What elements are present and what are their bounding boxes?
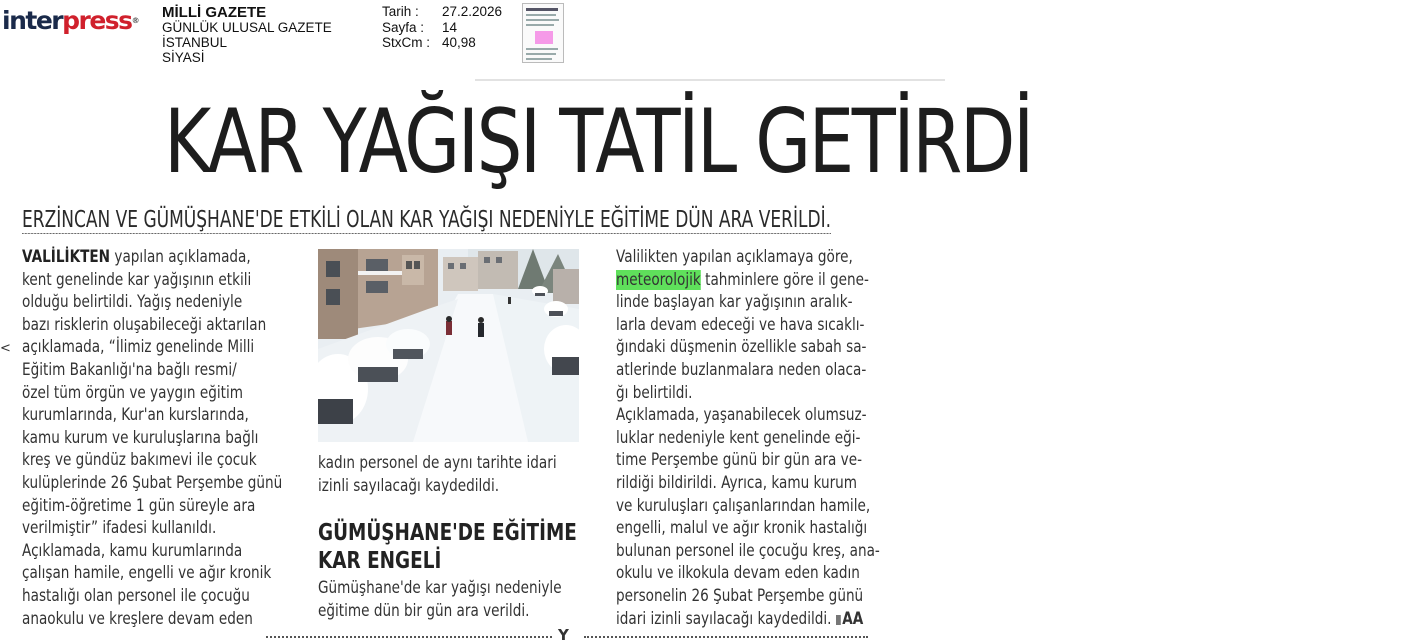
newspaper-section: SİYASİ xyxy=(162,50,205,65)
article-column-2-top xyxy=(318,452,588,497)
newspaper-name: MİLLİ GAZETE xyxy=(162,4,267,21)
newspaper-info xyxy=(162,5,332,65)
article-headline: KAR YAĞIŞI TATİL GETİRDİ xyxy=(164,90,1032,193)
dotted-divider xyxy=(584,636,868,638)
date-label: Tarih : xyxy=(382,4,419,19)
column-line: Açıklamada, yaşanabilecek olumsuz- xyxy=(616,405,867,426)
column-line: kreş ve gündüz bakımevi ile çocuk xyxy=(22,450,257,471)
highlighted-keyword: meteorolojik xyxy=(616,269,701,290)
column-line: anaokulu ve kreşlere devam eden xyxy=(22,608,253,629)
column-line: atlerinde buzlanmalara neden olaca- xyxy=(616,359,867,380)
snowy-street-photo xyxy=(318,249,579,442)
thumb-line xyxy=(526,58,552,60)
column-line: Valilikten yapılan açıklamaya göre, xyxy=(616,247,853,267)
newspaper-city: İSTANBUL xyxy=(162,35,228,50)
column-line: Açıklamada, kamu kurumlarında xyxy=(22,540,243,561)
date-value: 27.2.2026 xyxy=(442,4,503,19)
column-line: bazı risklerin oluşabileceği aktarılan xyxy=(22,314,267,335)
thumb-line xyxy=(526,14,556,16)
section-title xyxy=(318,519,598,575)
column-line: kamu kurum ve kuruluşlarına bağlı xyxy=(22,427,259,448)
column-line: ğı belirtildi. xyxy=(616,382,693,403)
subheadline-text: ERZİNCAN VE GÜMÜŞHANE'DE ETKİLİ OLAN KAR YAĞIŞI NEDENİYLE EĞİTİME DÜN ARA VERİLDİ. xyxy=(22,207,832,233)
column-line: Gümüşhane'de kar yağışı nedeniyle xyxy=(318,578,562,598)
section-title-line: KAR ENGELİ xyxy=(318,548,442,574)
article-column-2-bottom xyxy=(318,577,588,622)
thumb-line xyxy=(526,48,558,50)
newspaper-type: GÜNLÜK ULUSAL GAZETE xyxy=(162,20,332,35)
column-line: VALİLİKTEN yapılan açıklamada, xyxy=(22,247,251,267)
dotted-divider xyxy=(266,636,552,638)
column-line: luklar nedeniyle kent genelinde eği- xyxy=(616,427,861,448)
column-line: açıklamada, “İlimiz genelinde Milli xyxy=(22,337,255,358)
side-mark: < xyxy=(0,341,11,356)
agency-name: AA xyxy=(842,608,864,629)
column-line: bulunan personel ile çocuğu kreş, ana- xyxy=(616,540,880,561)
article-column-3 xyxy=(616,246,886,630)
lead-word: VALİLİKTEN xyxy=(22,247,111,267)
thumb-article-marker xyxy=(535,31,553,44)
article-column-1 xyxy=(22,246,292,630)
divider xyxy=(475,79,945,81)
thumb-line xyxy=(526,53,556,55)
column-line: ğındaki düşmenin özellikle sabah sa- xyxy=(616,337,867,358)
column-line: rildiği bildirildi. Ayrıca, kamu kurum xyxy=(616,472,858,493)
page-label: Sayfa : xyxy=(382,19,425,35)
column-line: idari izinli sayılacağı kaydedildi. AA xyxy=(616,608,864,629)
interpress-logo xyxy=(2,6,140,36)
stxcm-label: StxCm : xyxy=(382,35,431,50)
column-line: kent genelinde kar yağışının etkili xyxy=(22,269,252,290)
column-line: okulu ve ilkokula devam eden kadın xyxy=(616,563,860,584)
section-title-line: GÜMÜŞHANE'DE EĞİTİME xyxy=(318,520,577,546)
column-line: kadın personel de aynı tarihte idari xyxy=(318,453,557,473)
continuation-mark: Y xyxy=(558,626,569,644)
column-line: Eğitim Bakanlığı'na bağlı resmi/ xyxy=(22,359,237,380)
agency-mark-icon xyxy=(836,615,841,625)
column-line: çalışan hamile, engelli ve ağır kronik xyxy=(22,563,272,584)
logo-text: interpress xyxy=(2,6,132,35)
column-line: engelli, malul ve ağır kronik hastalığı xyxy=(616,518,868,539)
thumb-line xyxy=(526,19,559,21)
column-line: time Perşembe günü bir gün ara ve- xyxy=(616,450,862,471)
thumb-line xyxy=(526,8,558,11)
page-thumbnail[interactable] xyxy=(522,3,564,63)
column-line: olduğu belirtildi. Yağış nedeniyle xyxy=(22,292,243,313)
column-line: kurumlarında, Kur'an kurslarında, xyxy=(22,405,249,426)
registered-mark-icon: ® xyxy=(131,16,140,25)
column-line: eğitime dün bir gün ara verildi. xyxy=(318,600,530,621)
clipping-meta xyxy=(382,4,502,51)
page-value: 14 xyxy=(442,19,458,35)
stxcm-value: 40,98 xyxy=(442,35,476,50)
thumb-line xyxy=(526,24,554,26)
column-line: verilmiştir” ifadesi kullanıldı. xyxy=(22,518,217,539)
column-line: ve kuruluşları çalışanlarından hamile, xyxy=(616,495,871,516)
column-line: eğitim-öğretime 1 gün süreyle ara xyxy=(22,495,256,516)
column-line: linde başlayan kar yağışının aralık- xyxy=(616,292,853,313)
article-subheadline xyxy=(22,205,836,235)
column-line: hastalığı olan personel ile çocuğu xyxy=(22,585,250,606)
column-line: larla devam edeceği ve hava sıcaklı- xyxy=(616,314,865,335)
column-line: meteorolojik tahminlere göre il gene- xyxy=(616,269,869,290)
column-line: kulüplerinde 26 Şubat Perşembe günü xyxy=(22,472,283,493)
column-line: özel tüm örgün ve yaygın eğitim xyxy=(22,382,243,403)
column-line: personelin 26 Şubat Perşembe günü xyxy=(616,585,864,606)
column-line: izinli sayılacağı kaydedildi. xyxy=(318,475,500,496)
